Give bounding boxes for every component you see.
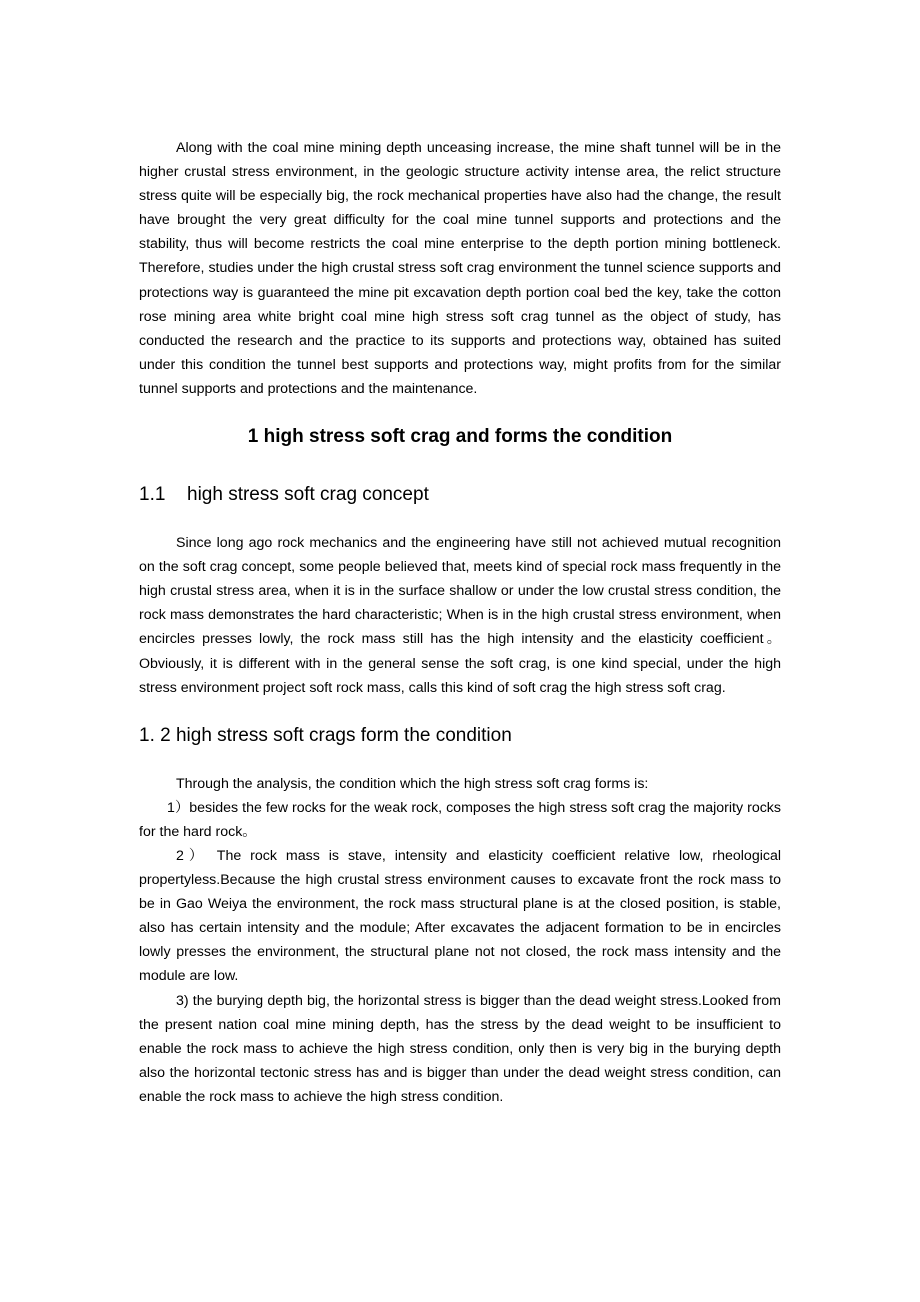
intro-paragraph: Along with the coal mine mining depth unceasing increase, the mine shaft tunnel will be in the higher crustal stress environment, in the geologic structure activity intense area, the relict structure stress quite will be especially big, the rock mechanical properties have also had the change, the result have brought the very great difficulty for the coal mine tunnel supports and protections and the stability, thus will become restricts the coal mine enterprise to the depth portion mining bottleneck. Therefore, studies under the high crustal stress soft crag environment the tunnel science supports and protections way is guaranteed the mine pit excavation depth portion coal bed the key, take the cotton rose mining area white bright coal mine high stress soft crag tunnel as the object of study, has conducted the research and the practice to its supports and protections way, obtained has suited under this condition the tunnel best supports and protections way, might profits from for the similar tunnel supports and protections and the maintenance. (139, 140, 781, 397)
subsection-1-2-heading: 1. 2 high stress soft crags form the condition (139, 724, 512, 746)
condition-item-1: 1）besides the few rocks for the weak rock, composes the high stress soft crag the majority rocks for the hard rock。 (139, 799, 781, 840)
subsection-1-1-number: 1.1 (139, 484, 166, 506)
subsection-1-2-lead: Through the analysis, the condition which the high stress soft crag forms is: (176, 775, 649, 792)
subsection-1-1-title: high stress soft crag concept (187, 484, 429, 506)
subsection-1-1-heading (139, 481, 781, 509)
subsection-1-1-paragraph: Since long ago rock mechanics and the engineering have still not achieved mutual recognition on the soft crag concept, some people believed that, meets kind of special rock mass frequently in the high crustal stress area, when it is in the surface shallow or under the low crustal stress condition, the rock mass demonstrates the hard characteristic; When is in the high crustal stress environment, when encircles presses lowly, the rock mass still has the high intensity and the elasticity coefficient。Obviously, it is different with in the general sense the soft crag, is one kind special, under the high stress environment project soft rock mass, calls this kind of soft crag the high stress soft crag. (139, 535, 781, 696)
document-page (139, 136, 781, 1109)
condition-item-2: 2） The rock mass is stave, intensity and elasticity coefficient relative low, rheological propertyless.Because the high crustal stress environment causes to excavate front the rock mass to be in Gao Weiya the environment, the rock mass structural plane is at the closed position, is stable, also has certain intensity and the module; After excavates the adjacent formation to be in encircles lowly presses the environment, the structural plane not not closed, the rock mass intensity and the module are low. (139, 847, 781, 985)
condition-item-3: 3) the burying depth big, the horizontal stress is bigger than the dead weight stress.Looked from the present nation coal mine mining depth, has the stress by the dead weight to be insufficient to enable the rock mass to achieve the high stress condition, only then is very big in the burying depth also the horizontal tectonic stress has and is bigger than under the dead weight stress condition, can enable the rock mass to achieve the high stress condition. (139, 992, 781, 1105)
section-1-heading: 1 high stress soft crag and forms the condition (247, 426, 673, 448)
